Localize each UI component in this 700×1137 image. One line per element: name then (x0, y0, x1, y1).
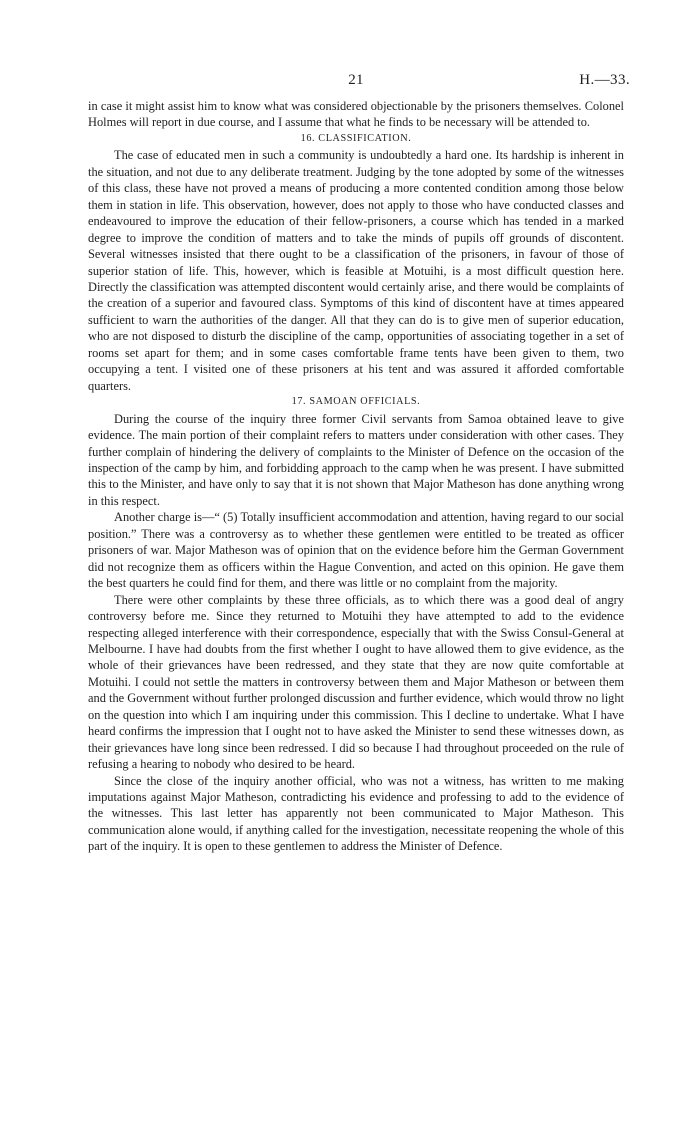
samoan-officials-paragraph-1: During the course of the inquiry three former Civil servants from Samoa obtained leave to give evidence. The main portion of their complaint refers to matters under consideration with other cases. They further complain of hindering the delivery of complaints to the Minister of Defence on the occasion of the inspection of the camp by him, and forbidding approach to the camp when he was present. I have submitted this to the Minister, and have only to say that it is not shown that Major Matheson has done anything wrong in this respect. (88, 411, 624, 508)
section-heading-classification: 16. CLASSIFICATION. (300, 132, 412, 144)
page-number: 21 (348, 72, 364, 88)
classification-paragraph: The case of educated men in such a community is undoubtedly a hard one. Its hardship is inherent in the situation, and not due to any deliberate treatment. Judging by the tone adopted by some of the witnesses of this class, these have not proved a means of producing a more contented condition among those below them in station in life. This observation, however, does not apply to those who have conducted classes and endeavoured to improve the education of their fellow-prisoners, a course which has tended in a marked degree to improve the condition of matters and to take the minds of pupils off grounds of discontent. Several witnesses insisted that there ought to be a classification of the prisoners, in favour of those of superior station of life. This, however, which is feasible at Motuihi, is a most difficult question here. Directly the classification was attempted discontent would certainly arise, and there would be complaints of the creation of a superior and favoured class. Symptoms of this kind of discontent have at times appeared sufficient to warn the authorities of the danger. All that they can do is to give men of superior education, who are not disposed to disturb the discipline of the camp, opportunities of associating together in a set of rooms set apart for them; and in some cases comfortable frame tents have been given to them, two occupying a tent. I visited one of these prisoners at his tent and was assured it afforded comfortable quarters. (88, 148, 624, 393)
document-reference: H.—33. (579, 72, 630, 88)
samoan-officials-paragraph-4: Since the close of the inquiry another official, who was not a witness, has written to me making imputations against Major Matheson, contradicting his evidence and professing to add to the evidence of the witnesses. This last letter has apparently not been communicated to Major Matheson. This communication alone would, if anything called for the investigation, necessitate reopening the whole of this part of the inquiry. It is open to these gentlemen to address the Minister of Defence. (88, 773, 624, 854)
samoan-officials-paragraph-3: There were other complaints by these three officials, as to which there was a good deal of angry controversy before me. Since they returned to Motuihi they have attempted to add to the evidence respecting alleged interference with their correspondence, especially that with the Swiss Consul-General at Melbourne. I have had doubts from the first whether I ought to have allowed them to give evidence, as the whole of their grievances have been redressed, and they state that they are now quite comfortable at Motuihi. I could not settle the matters in controversy between them and Major Matheson or between them and the Government without further prolonged discussion and further evidence, which would throw no light on the question into which I am inquiring under this commission. This I decline to undertake. What I have heard confirms the impression that I ought not to have asked the Minister to send these witnesses down, as their grievances have long since been redressed. I did so because I had throughout proceeded on the rule of refusing a hearing to nobody who desired to be heard. (88, 592, 624, 772)
intro-paragraph: in case it might assist him to know what was considered objectionable by the prisoners themselves. Colonel Holmes will report in due course, and I assume that what he finds to be necessary will be attended to. (88, 99, 624, 130)
page-header (88, 72, 630, 98)
section-heading-samoan-officials: 17. SAMOAN OFFICIALS. (291, 396, 421, 408)
samoan-officials-paragraph-2: Another charge is—“ (5) Totally insufficient accommodation and attention, having regard to our social position.” There was a controversy as to whether these gentlemen were entitled to be treated as officer prisoners of war. Major Matheson was of opinion that on the evidence before him the German Government did not recognize them as officers within the Hague Convention, and acted on this opinion. He gave them the best quarters he could find for them, and there was little or no complaint from the majority. (88, 510, 624, 591)
document-page (88, 72, 630, 855)
body-text (88, 98, 624, 855)
